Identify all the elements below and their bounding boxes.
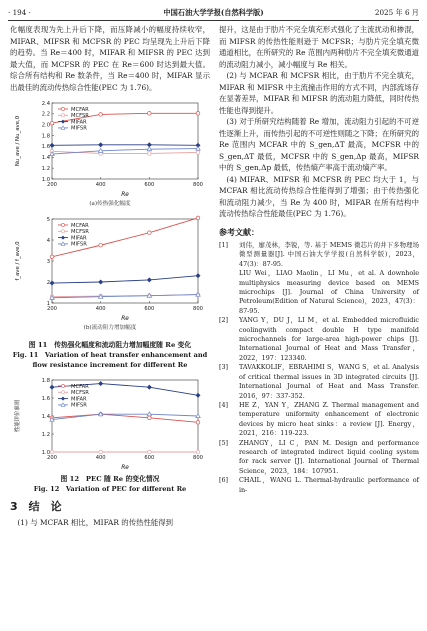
data-point [98,143,103,148]
header-rule [8,20,419,21]
x-tick-label: 800 [193,182,203,188]
page-header [8,6,419,20]
conclusion-3: (3) 对于所研究结构随着 Re 增加，流动阻力引起的不可逆性逐渐上升，而传热引起的不可逆性则随之下降；在所研究的 Re 范围内 MCFAR 中的 S_gen,ΔT 最高，MCFSR 中的 S_gen,ΔT 最低，MCFSR 中的 S_gen,Δp 最高，MIFSR 中的 S_gen,Δp 最低，传热熵产率高于流动熵产率。 [219,117,419,172]
series-line-mifar [52,145,198,146]
conclusion-1-start: (1) 与 MCFAR 相比，MIFAR 的传热性能得到 [17,517,174,527]
fig11-caption-cn: 图 11 传热强化幅度和流动阻力增加幅度随 Re 变化 [28,341,192,349]
y-tick-label: 1 [46,300,50,307]
reference-number [219,269,239,316]
data-point [148,152,152,156]
conclusion-1-cont: 提升，这是由于肋片不完全填充形式强化了主流扰动和掺混，而 MIFSR 的传热性能则逊于 MCFSR；与肋片完全填充微通道相比，在所研究的 Re 范围内两种肋片不完全填充微通道的流动阻力减小，减小幅度与 Re 相关。 [219,25,419,69]
reference-item [219,269,419,316]
data-point [148,230,152,234]
left-column [10,24,210,528]
x-axis-label: Re [121,315,129,322]
y-tick-label: 1.0 [41,449,50,456]
chart-heat-transfer [10,97,210,199]
journal-title: 中国石油大学学报(自然科学版) [163,8,264,17]
series-line-mifar [52,275,198,282]
reference-text: TAVAKKOLIF，EBRAHIMI S，WANG S，et al. Analysis of critical thermal issues in 3D integrated circuits [J]. International Journal of Heat and Mass Transfer. 2016，97：337-352. [239,363,419,400]
reference-number: [5] [219,438,229,447]
legend-label: MCFSR [71,390,89,397]
fig12-caption-en: Fig. 12 Variation of PEC for different Re [33,485,187,493]
x-tick-label: 400 [95,305,106,312]
legend-marker [61,384,64,387]
reference-text: CHAIL，WANG L. Thermal-hydraulic performance of in- [239,476,419,494]
data-point [196,216,200,220]
y-tick-label: 1.4 [41,155,50,162]
legend-label: MCFSR [71,113,89,120]
references-heading: 参考文献： [219,227,259,237]
reference-number: [4] [219,400,229,409]
x-tick-label: 800 [193,305,203,312]
data-point [196,112,200,116]
reference-item [219,401,419,439]
reference-text: YANG Y，DU J，LI M，et al. Embedded microfluidic coolingwith compact double H type manifold microchannels for large-area high-power chips [J]. International Journal of Heat and Mass Transfer，2022，197：123340. [239,316,419,362]
x-tick-label: 400 [95,455,106,461]
page-number: · 194 · [8,8,31,17]
y-tick-label: 1.6 [41,144,50,151]
x-tick-label: 800 [193,455,203,461]
legend-marker [61,391,64,394]
y-tick-label: 1.8 [41,377,50,384]
issue-date: 2025 年 6 月 [374,8,419,17]
y-tick-label: 2.2 [41,111,50,118]
data-point [148,450,152,454]
data-point [50,143,55,148]
legend-label: MCFAR [71,222,89,229]
x-tick-label: 200 [47,305,57,312]
data-point [196,450,200,454]
reference-number: [6] [219,476,229,485]
data-point [196,393,201,398]
chart-pec [10,374,210,472]
fig12-caption-cn: 图 12 PEC 随 Re 的变化情况 [60,475,160,483]
reference-number: [1] [219,241,229,249]
fig11a-caption: (a)传热强化幅度 [89,201,131,207]
y-tick-label: 1.8 [41,133,50,140]
legend-label: MIFSR [71,241,87,248]
data-point [99,243,103,247]
x-tick-label: 400 [95,182,106,188]
x-tick-label: 600 [144,182,155,188]
x-axis-label: Re [121,192,129,198]
data-point [147,277,152,282]
data-point [50,450,54,454]
legend-label: MCFSR [71,228,89,235]
right-column [219,24,419,495]
x-tick-label: 200 [47,182,57,188]
series-line-mifsr [52,414,198,419]
legend-label: MIFAR [71,396,87,403]
data-point [98,279,103,284]
reference-item [219,363,419,401]
y-tick-label: 5 [46,216,50,223]
y-tick-label: 1.2 [41,431,50,438]
reference-text: HE Z，YAN Y，ZHANG Z. Thermal management and temperature uniformity enhancement of electronic devices by micro heat sinks：a review [J]. Energy，2021，216：119-223. [239,400,419,438]
legend-marker [61,120,65,124]
y-axis-label: Nu_ave / Nu_ave,0 [15,115,21,167]
section-heading: 3 结 论 [10,500,62,513]
data-point [147,385,152,390]
x-tick-label: 600 [144,455,155,461]
reference-number: [3] [219,363,229,372]
y-tick-label: 1.2 [41,165,50,172]
data-point [196,273,201,278]
intro-paragraph: 化幅度表现为先上升后下降，而压降减小的幅度持续收窄，MIFAR、MIFSR 和 MCFSR 的 PEC 均呈现先上升后下降的趋势。当 Re＝400 时，MIFAR 和 MIFSR 的 PEC 达到最大值，而 MCFSR 的 PEC 在 Re＝600 时达到最大值。综合所有结构和 Re 数条件，当 Re＝400 时，MIFAR 显示出最佳的流动传热综合性能(PEC 为 1.76)。 [10,25,210,92]
x-axis-label: Re [121,465,129,471]
reference-text: 刘伟，廖茂林，李锐，等. 基于 MEMS 微芯片的井下多物理场微型测量器[J]. 中国石油大学学报(自然科学版)，2023，47(3)：87-95. [239,241,419,268]
data-point [99,450,103,454]
data-point [99,113,103,117]
y-tick-label: 3 [46,258,50,265]
legend-marker [61,397,65,401]
y-tick-label: 2 [46,279,50,286]
chart-flow-resistance [10,213,210,323]
reference-text: ZHANGY，LI C，PAN M. Design and performance research of integrated indirect liquid cooling system for rack server [J]. International Journal of Thermal Science，2023，184：107951. [239,438,419,475]
legend-marker [61,229,64,232]
y-tick-label: 1.6 [41,395,50,402]
x-tick-label: 600 [144,305,155,312]
y-tick-label: 1.4 [41,413,50,420]
reference-list [219,241,419,495]
legend-label: MIFAR [71,119,87,126]
legend-marker [61,107,64,110]
data-point [196,151,200,155]
data-point [50,385,55,390]
conclusion-4: (4) MIFAR、MIFSR 和 MCFSR 的 PEC 均大于 1，与 MCFAR 相比流动传热综合性能得到了增强；由于传热强化和流动阻力减少，当 Re 为 400 时，MIFAR 在所有结构中流动传热综合性能最佳(PEC 为 1.76)。 [219,174,419,218]
reference-item [219,439,419,477]
y-axis-label: 性能评价准则 [15,399,21,433]
reference-text: LIU Wei，LIAO Maolin，LI Mu，et al. A downhole multiphysics measuring device based on MEMS microchips [J]. Journal of China University of Petroleum(Edition of Natural Science)，2023，47(3)：87-95. [239,269,419,315]
x-tick-label: 200 [47,455,57,461]
legend-label: MIFSR [71,402,87,409]
fig11-caption-en: Fig. 11 Variation of heat transfer enhancement and flow resistance increment for different Re [12,351,208,369]
data-point [98,381,103,386]
data-point [50,280,55,285]
conclusion-2: (2) 与 MCFAR 和 MCFSR 相比，由于肋片不完全填充，MIFAR 和 MIFSR 中主流撞击作用的方式不同，内部流场存在显著差异，MIFAR 和 MIFSR 的流动阻力降低，同时传热性能也得到提升。 [219,71,419,115]
legend-label: MIFAR [71,234,87,241]
data-point [148,416,152,420]
legend-marker [61,114,64,117]
y-tick-label: 4 [46,237,50,244]
reference-number: [2] [219,316,229,325]
fig11b-caption: (b)流动阻力增加幅度 [83,324,137,331]
y-axis-label: f_ave / f_ave,0 [15,240,21,281]
legend-marker [61,223,64,226]
data-point [50,255,54,259]
data-point [148,112,152,116]
data-point [50,121,54,125]
legend-label: MIFSR [71,125,87,132]
legend-marker [61,235,65,239]
y-tick-label: 2.4 [41,100,50,107]
y-tick-label: 2.0 [41,122,50,129]
reference-item [219,476,419,495]
reference-item [219,316,419,363]
reference-item [219,241,419,269]
legend-label: MCFAR [71,106,89,113]
data-point [196,421,200,425]
legend-label: MCFAR [71,383,89,390]
y-tick-label: 1.0 [41,176,50,183]
